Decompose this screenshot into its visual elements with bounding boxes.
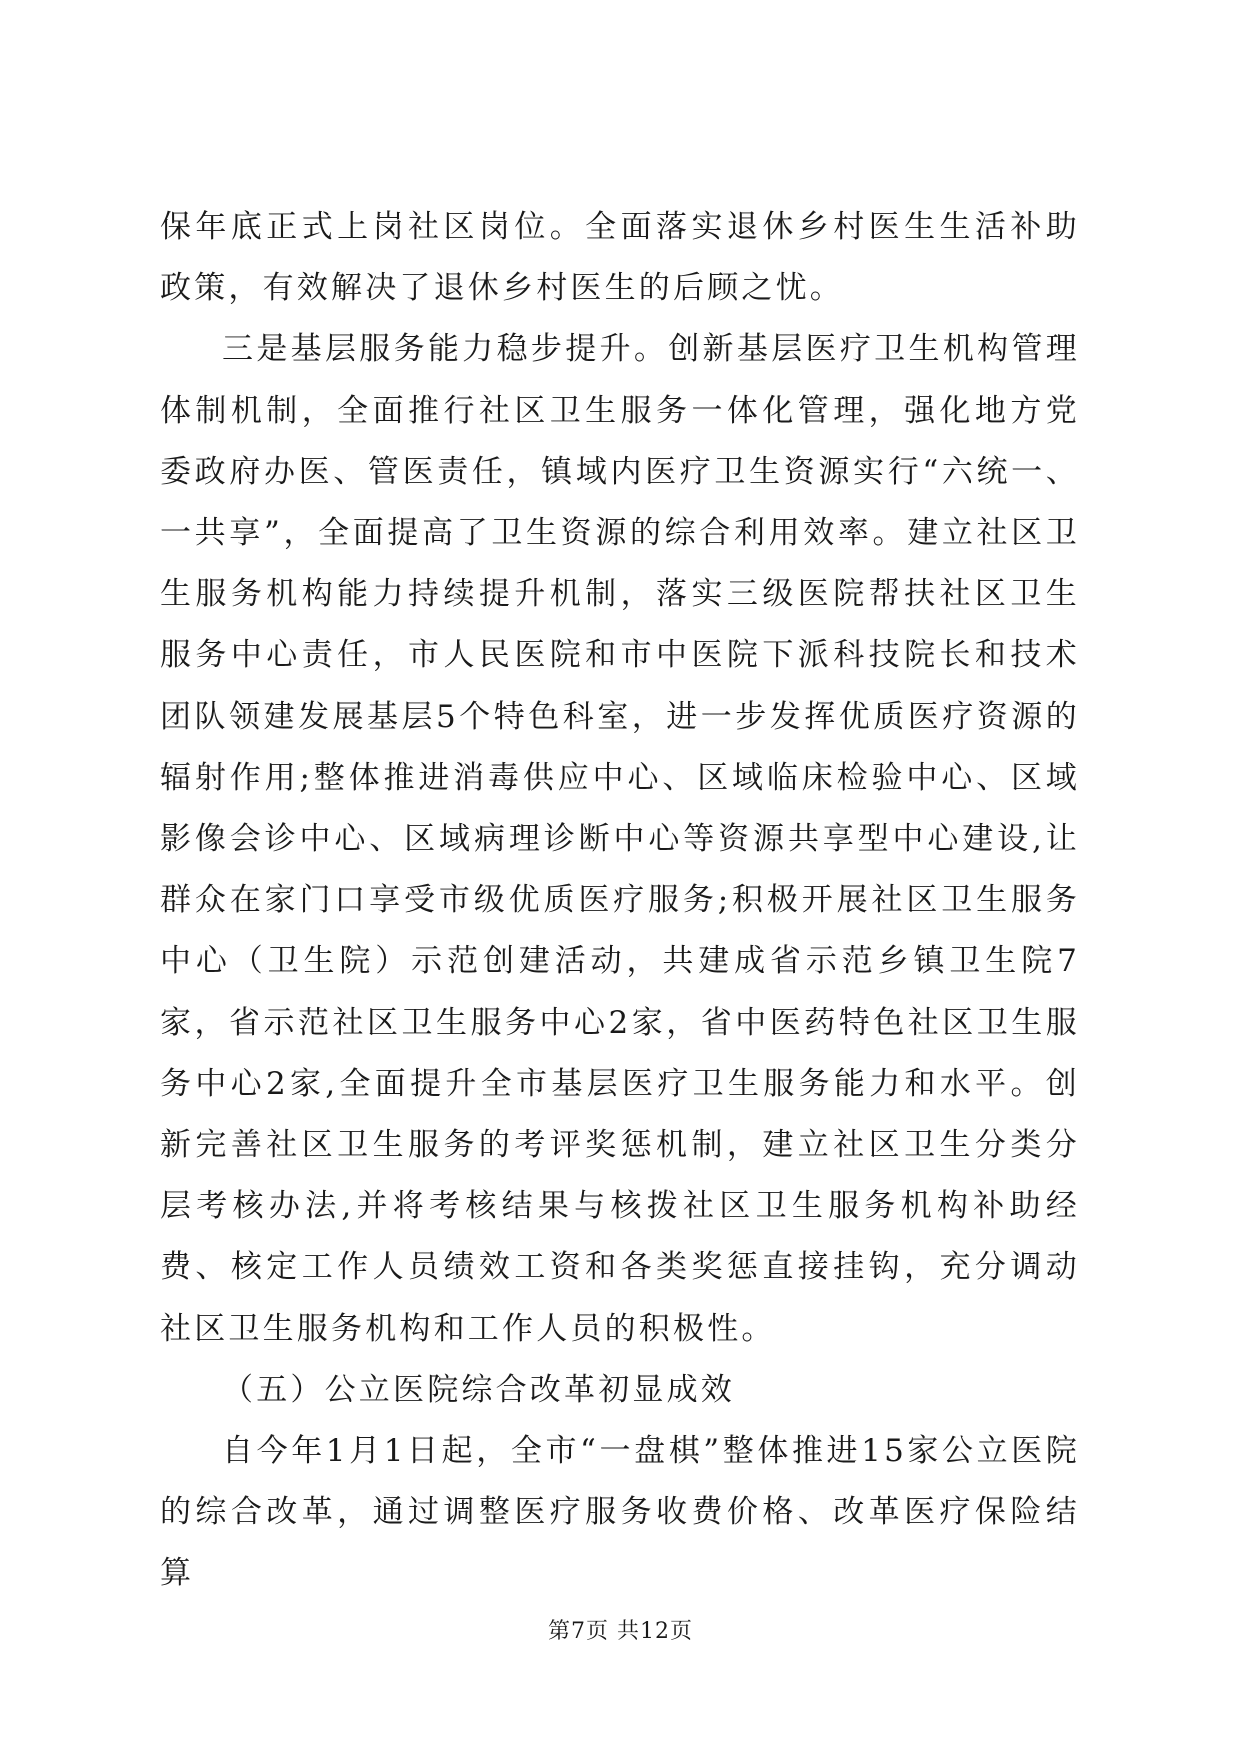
- section-heading-public-hospital-reform: （五）公立医院综合改革初显成效: [222, 1371, 735, 1408]
- page-number: 第7页 共12页: [548, 1619, 693, 1644]
- document-body: [160, 197, 1080, 1605]
- paragraph-continuation: 保年底正式上岗社区岗位。全面落实退休乡村医生生活补助政策，有效解决了退休乡村医生的后顾之忧。: [160, 209, 1080, 307]
- page-footer: [0, 1614, 1241, 1645]
- paragraph-grassroots-service: 三是基层服务能力稳步提升。创新基层医疗卫生机构管理体制机制，全面推行社区卫生服务一体化管理，强化地方党委政府办医、管医责任，镇域内医疗卫生资源实行“六统一、一共享”，全面提高了卫生资源的综合利用效率。建立社区卫生服务机构能力持续提升机制，落实三级医院帮扶社区卫生服务中心责任，市人民医院和市中医院下派科技院长和技术团队领建发展基层5个特色科室，进一步发挥优质医疗资源的辐射作用;整体推进消毒供应中心、区域临床检验中心、区域影像会诊中心、区域病理诊断中心等资源共享型中心建设,让群众在家门口享受市级优质医疗服务;积极开展社区卫生服务中心（卫生院）示范创建活动，共建成省示范乡镇卫生院7家，省示范社区卫生服务中心2家，省中医药特色社区卫生服务中心2家,全面提升全市基层医疗卫生服务能力和水平。创新完善社区卫生服务的考评奖惩机制，建立社区卫生分类分层考核办法,并将考核结果与核拨社区卫生服务机构补助经费、核定工作人员绩效工资和各类奖惩直接挂钩，充分调动社区卫生服务机构和工作人员的积极性。: [160, 331, 1080, 1347]
- paragraph-public-hospital-reform: 自今年1月1日起，全市“一盘棋”整体推进15家公立医院的综合改革，通过调整医疗服务收费价格、改革医疗保险结算: [160, 1433, 1080, 1592]
